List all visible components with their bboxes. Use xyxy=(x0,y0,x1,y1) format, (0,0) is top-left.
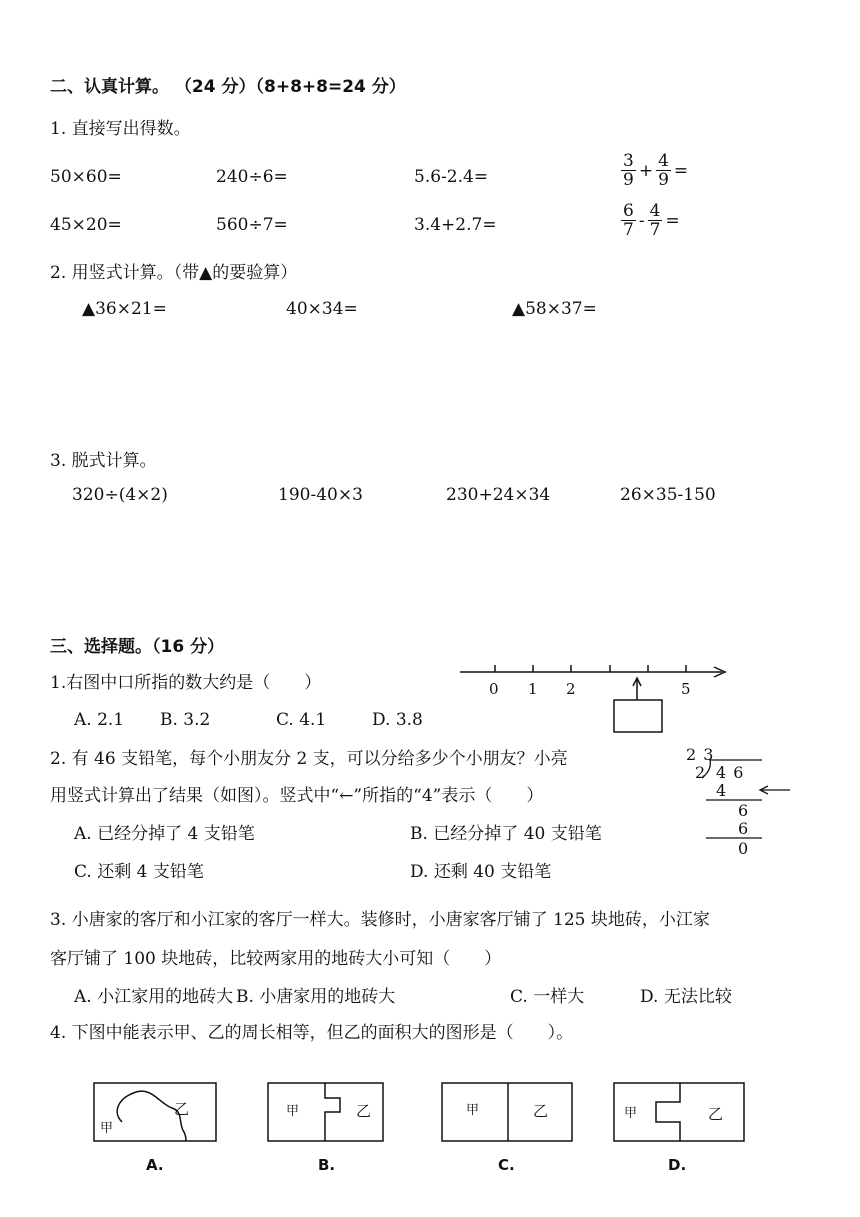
section2-title: 二、认真计算。 （24 分）（8+8+8=24 分） xyxy=(50,77,406,97)
division-remainder: 0 xyxy=(738,839,749,858)
division-divisor: 2 xyxy=(695,763,706,782)
numerator: 4 xyxy=(658,151,669,171)
option: B. 小唐家用的地砖大 xyxy=(236,987,396,1007)
calc-item: 45×20= xyxy=(50,215,122,235)
fraction-expression-2 xyxy=(618,202,680,239)
denominator: 7 xyxy=(623,220,634,240)
numberline-label: 1 xyxy=(528,680,538,698)
label-yi: 乙 xyxy=(533,1102,549,1120)
option: D. 无法比较 xyxy=(640,987,732,1007)
operator: + xyxy=(638,160,654,181)
stepwise-calc-item: 320÷(4×2) xyxy=(72,485,168,505)
label-yi: 乙 xyxy=(708,1105,724,1123)
option: A. 2.1 xyxy=(74,710,125,730)
option: C. 还剩 4 支铅笔 xyxy=(74,862,204,882)
denominator: 9 xyxy=(658,170,669,190)
numberline-label: 2 xyxy=(566,680,576,698)
option: C. 一样大 xyxy=(510,987,585,1007)
calc-item: 560÷7= xyxy=(216,215,288,235)
numerator: 3 xyxy=(623,151,634,171)
section3-title: 三、选择题。（16 分） xyxy=(50,637,225,657)
choice-q2-line1: 2. 有 46 支铅笔，每个小朋友分 2 支，可以分给多少个小朋友？小亮 xyxy=(50,749,568,769)
denominator: 9 xyxy=(623,170,634,190)
choice-q4-text: 4. 下图中能表示甲、乙的周长相等，但乙的面积大的图形是（ ）。 xyxy=(50,1023,574,1043)
figure-c xyxy=(442,1083,572,1141)
calc-item: 3.4+2.7= xyxy=(414,215,497,235)
option: B. 3.2 xyxy=(160,710,211,730)
fraction-expression-1 xyxy=(618,152,688,189)
division-step: 6 xyxy=(738,819,749,838)
figure-label: A. xyxy=(146,1156,164,1174)
label-yi: 乙 xyxy=(174,1100,190,1118)
option: A. 已经分掉了 4 支铅笔 xyxy=(74,824,255,844)
option: B. 已经分掉了 40 支铅笔 xyxy=(410,824,602,844)
division-step: 4 xyxy=(716,781,727,800)
stepwise-calc-item: 190-40×3 xyxy=(278,485,363,505)
equals: = xyxy=(665,210,680,231)
choice-q1-text: 1.右图中口所指的数大约是（ ） xyxy=(50,673,322,693)
figure-label: C. xyxy=(498,1156,515,1174)
q3-title: 3. 脱式计算。 xyxy=(50,451,157,471)
calc-item: 50×60= xyxy=(50,167,122,187)
option: D. 还剩 40 支铅笔 xyxy=(410,862,552,882)
label-jia: 甲 xyxy=(100,1121,114,1136)
choice-q3-line2: 客厅铺了 100 块地砖，比较两家用的地砖大小可知（ ） xyxy=(50,949,502,969)
option: D. 3.8 xyxy=(372,710,423,730)
vertical-calc-item: 40×34= xyxy=(286,299,358,319)
calc-item: 240÷6= xyxy=(216,167,288,187)
numerator: 6 xyxy=(623,201,634,221)
stepwise-calc-item: 230+24×34 xyxy=(446,485,551,505)
numberline-label: 0 xyxy=(489,680,499,698)
choice-q3-line1: 3. 小唐家的客厅和小江家的客厅一样大。装修时，小唐家客厅铺了 125 块地砖，小江家 xyxy=(50,910,710,930)
vertical-calc-item: ▲58×37= xyxy=(512,299,597,319)
q1-title: 1. 直接写出得数。 xyxy=(50,119,191,139)
division-step: 6 xyxy=(738,801,749,820)
figure-label: B. xyxy=(318,1156,336,1174)
figure-label: D. xyxy=(668,1156,687,1174)
label-jia: 甲 xyxy=(624,1106,638,1121)
division-quotient: 2 3 xyxy=(686,745,715,764)
equals: = xyxy=(673,160,689,181)
option: A. 小江家用的地砖大 xyxy=(74,987,234,1007)
calc-item: 5.6-2.4= xyxy=(414,167,489,187)
label-yi: 乙 xyxy=(356,1102,372,1120)
denominator: 7 xyxy=(649,220,661,240)
numberline-label: 5 xyxy=(681,680,691,698)
vertical-calc-item: ▲36×21= xyxy=(82,299,167,319)
division-dividend: 4 6 xyxy=(716,763,745,782)
choice-q2-line2: 用竖式计算出了结果（如图）。竖式中“←”所指的“4”表示（ ） xyxy=(50,786,544,806)
stepwise-calc-item: 26×35-150 xyxy=(620,485,716,505)
operator: - xyxy=(638,210,645,231)
label-jia: 甲 xyxy=(286,1104,300,1119)
label-jia: 甲 xyxy=(466,1103,480,1118)
option: C. 4.1 xyxy=(276,710,327,730)
q2-title: 2. 用竖式计算。（带▲的要验算） xyxy=(50,263,298,283)
numerator: 4 xyxy=(649,201,661,221)
